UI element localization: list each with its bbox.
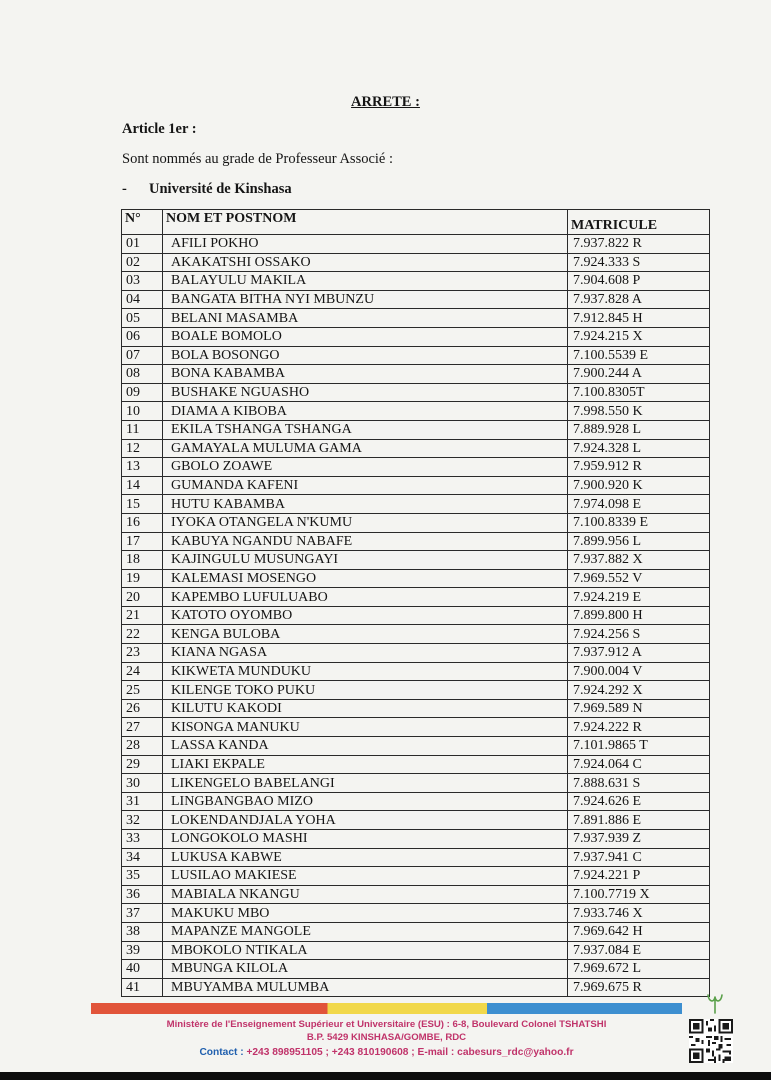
table-row xyxy=(122,867,710,886)
table-row xyxy=(122,346,710,365)
row-name: BOLA BOSONGO xyxy=(163,346,568,365)
table-row xyxy=(122,272,710,291)
row-matricule: 7.974.098 E xyxy=(568,495,710,514)
row-number: 37 xyxy=(122,904,163,923)
row-name: HUTU KABAMBA xyxy=(163,495,568,514)
signature-mark xyxy=(706,992,724,1014)
row-matricule: 7.900.244 A xyxy=(568,365,710,384)
contact-label: Contact : xyxy=(199,1047,244,1058)
qr-code-icon xyxy=(689,1019,733,1063)
table-row xyxy=(122,402,710,421)
row-matricule: 7.969.675 R xyxy=(568,978,710,997)
table-row xyxy=(122,811,710,830)
row-number: 30 xyxy=(122,774,163,793)
row-number: 32 xyxy=(122,811,163,830)
row-name: GUMANDA KAFENI xyxy=(163,476,568,495)
row-matricule: 7.924.221 P xyxy=(568,867,710,886)
table-row xyxy=(122,960,710,979)
row-matricule: 7.100.7719 X xyxy=(568,885,710,904)
row-matricule: 7.937.912 A xyxy=(568,644,710,663)
table-row xyxy=(122,420,710,439)
row-matricule: 7.912.845 H xyxy=(568,309,710,328)
row-name: KENGA BULOBA xyxy=(163,625,568,644)
table-row xyxy=(122,662,710,681)
row-name: LOKENDANDJALA YOHA xyxy=(163,811,568,830)
table-row xyxy=(122,681,710,700)
row-name: MAKUKU MBO xyxy=(163,904,568,923)
row-matricule: 7.969.672 L xyxy=(568,960,710,979)
row-number: 07 xyxy=(122,346,163,365)
header-name: NOM ET POSTNOM xyxy=(163,210,568,235)
row-name: MABIALA NKANGU xyxy=(163,885,568,904)
row-name: MBUNGA KILOLA xyxy=(163,960,568,979)
table-row xyxy=(122,327,710,346)
table-body xyxy=(122,235,710,997)
row-name: BOALE BOMOLO xyxy=(163,327,568,346)
row-matricule: 7.900.920 K xyxy=(568,476,710,495)
row-name: BONA KABAMBA xyxy=(163,365,568,384)
row-matricule: 7.100.8305T xyxy=(568,383,710,402)
row-number: 17 xyxy=(122,532,163,551)
table-row xyxy=(122,439,710,458)
row-matricule: 7.959.912 R xyxy=(568,458,710,477)
table-row xyxy=(122,737,710,756)
row-matricule: 7.924.328 L xyxy=(568,439,710,458)
row-number: 27 xyxy=(122,718,163,737)
row-number: 11 xyxy=(122,420,163,439)
row-matricule: 7.924.064 C xyxy=(568,755,710,774)
footer-postal-line: B.P. 5429 KINSHASA/GOMBE, RDC xyxy=(306,1032,467,1043)
footer-contact-line xyxy=(91,1047,682,1058)
row-number: 18 xyxy=(122,551,163,570)
row-name: LUKUSA KABWE xyxy=(163,848,568,867)
row-name: GBOLO ZOAWE xyxy=(163,458,568,477)
table-row xyxy=(122,309,710,328)
row-number: 25 xyxy=(122,681,163,700)
table-row xyxy=(122,476,710,495)
list-dash: - xyxy=(122,181,127,197)
table-row xyxy=(122,569,710,588)
table-row xyxy=(122,848,710,867)
table-row xyxy=(122,755,710,774)
document-title: ARRETE : xyxy=(351,94,420,110)
row-name: LINGBANGBAO MIZO xyxy=(163,792,568,811)
row-number: 20 xyxy=(122,588,163,607)
row-matricule: 7.998.550 K xyxy=(568,402,710,421)
row-matricule: 7.937.822 R xyxy=(568,235,710,254)
row-name: KABUYA NGANDU NABAFE xyxy=(163,532,568,551)
row-number: 28 xyxy=(122,737,163,756)
footer-color-bar xyxy=(91,1003,682,1014)
row-matricule: 7.924.626 E xyxy=(568,792,710,811)
row-number: 09 xyxy=(122,383,163,402)
row-name: KIANA NGASA xyxy=(163,644,568,663)
intro-text: Sont nommés au grade de Professeur Associé : xyxy=(122,151,394,167)
row-matricule: 7.924.219 E xyxy=(568,588,710,607)
appointees-table-wrapper xyxy=(121,209,709,997)
row-number: 21 xyxy=(122,606,163,625)
row-number: 33 xyxy=(122,830,163,849)
row-matricule: 7.924.256 S xyxy=(568,625,710,644)
row-matricule: 7.899.800 H xyxy=(568,606,710,625)
row-name: LUSILAO MAKIESE xyxy=(163,867,568,886)
table-row xyxy=(122,718,710,737)
table-header-row xyxy=(122,210,710,235)
table-row xyxy=(122,885,710,904)
row-matricule: 7.969.589 N xyxy=(568,699,710,718)
row-number: 01 xyxy=(122,235,163,254)
row-number: 03 xyxy=(122,272,163,291)
table-row xyxy=(122,365,710,384)
table-row xyxy=(122,235,710,254)
table-row xyxy=(122,551,710,570)
row-name: KATOTO OYOMBO xyxy=(163,606,568,625)
row-name: KAJINGULU MUSUNGAYI xyxy=(163,551,568,570)
row-name: KISONGA MANUKU xyxy=(163,718,568,737)
header-matricule: MATRICULE xyxy=(568,210,710,235)
row-name: BUSHAKE NGUASHO xyxy=(163,383,568,402)
row-name: BANGATA BITHA NYI MBUNZU xyxy=(163,290,568,309)
row-name: EKILA TSHANGA TSHANGA xyxy=(163,420,568,439)
table-row xyxy=(122,904,710,923)
row-number: 13 xyxy=(122,458,163,477)
table-row xyxy=(122,978,710,997)
table-row xyxy=(122,458,710,477)
row-matricule: 7.969.642 H xyxy=(568,922,710,941)
table-row xyxy=(122,922,710,941)
row-number: 35 xyxy=(122,867,163,886)
row-name: LONGOKOLO MASHI xyxy=(163,830,568,849)
row-name: MBUYAMBA MULUMBA xyxy=(163,978,568,997)
row-number: 23 xyxy=(122,644,163,663)
row-matricule: 7.889.928 L xyxy=(568,420,710,439)
row-number: 16 xyxy=(122,513,163,532)
row-number: 08 xyxy=(122,365,163,384)
row-number: 29 xyxy=(122,755,163,774)
row-matricule: 7.924.292 X xyxy=(568,681,710,700)
article-heading: Article 1er : xyxy=(122,121,197,137)
table-row xyxy=(122,830,710,849)
table-row xyxy=(122,290,710,309)
table-row xyxy=(122,606,710,625)
row-name: KAPEMBO LUFULUABO xyxy=(163,588,568,607)
table-row xyxy=(122,513,710,532)
table-row xyxy=(122,495,710,514)
table-row xyxy=(122,253,710,272)
table-row xyxy=(122,588,710,607)
header-number: N° xyxy=(122,210,163,235)
row-number: 12 xyxy=(122,439,163,458)
row-matricule: 7.937.828 A xyxy=(568,290,710,309)
university-name: Université de Kinshasa xyxy=(149,181,292,197)
row-matricule: 7.924.333 S xyxy=(568,253,710,272)
row-name: LIAKI EKPALE xyxy=(163,755,568,774)
row-number: 22 xyxy=(122,625,163,644)
row-number: 41 xyxy=(122,978,163,997)
row-number: 10 xyxy=(122,402,163,421)
row-name: KILUTU KAKODI xyxy=(163,699,568,718)
row-name: DIAMA A KIBOBA xyxy=(163,402,568,421)
row-number: 36 xyxy=(122,885,163,904)
scan-edge-band xyxy=(0,1072,771,1080)
table-row xyxy=(122,532,710,551)
row-number: 26 xyxy=(122,699,163,718)
footer-address-line: Ministère de l'Enseignement Supérieur et Universitaire (ESU) : 6-8, Boulevard Colonel TSHATSHI xyxy=(166,1019,607,1030)
row-matricule: 7.937.084 E xyxy=(568,941,710,960)
table-row xyxy=(122,792,710,811)
table-row xyxy=(122,699,710,718)
row-name: MBOKOLO NTIKALA xyxy=(163,941,568,960)
row-matricule: 7.899.956 L xyxy=(568,532,710,551)
row-name: KALEMASI MOSENGO xyxy=(163,569,568,588)
table-row xyxy=(122,774,710,793)
row-name: BALAYULU MAKILA xyxy=(163,272,568,291)
row-name: LIKENGELO BABELANGI xyxy=(163,774,568,793)
row-matricule: 7.933.746 X xyxy=(568,904,710,923)
row-matricule: 7.924.222 R xyxy=(568,718,710,737)
row-name: IYOKA OTANGELA N'KUMU xyxy=(163,513,568,532)
row-matricule: 7.924.215 X xyxy=(568,327,710,346)
row-name: KILENGE TOKO PUKU xyxy=(163,681,568,700)
row-matricule: 7.904.608 P xyxy=(568,272,710,291)
row-matricule: 7.891.886 E xyxy=(568,811,710,830)
row-number: 24 xyxy=(122,662,163,681)
row-name: LASSA KANDA xyxy=(163,737,568,756)
row-number: 34 xyxy=(122,848,163,867)
row-name: KIKWETA MUNDUKU xyxy=(163,662,568,681)
row-matricule: 7.101.9865 T xyxy=(568,737,710,756)
row-number: 31 xyxy=(122,792,163,811)
row-number: 19 xyxy=(122,569,163,588)
appointees-table xyxy=(121,209,710,997)
row-matricule: 7.937.941 C xyxy=(568,848,710,867)
row-number: 05 xyxy=(122,309,163,328)
row-number: 02 xyxy=(122,253,163,272)
row-name: GAMAYALA MULUMA GAMA xyxy=(163,439,568,458)
row-number: 04 xyxy=(122,290,163,309)
table-row xyxy=(122,383,710,402)
row-matricule: 7.969.552 V xyxy=(568,569,710,588)
row-matricule: 7.888.631 S xyxy=(568,774,710,793)
row-number: 14 xyxy=(122,476,163,495)
table-row xyxy=(122,644,710,663)
table-row xyxy=(122,625,710,644)
row-number: 06 xyxy=(122,327,163,346)
row-number: 15 xyxy=(122,495,163,514)
row-matricule: 7.937.882 X xyxy=(568,551,710,570)
row-name: BELANI MASAMBA xyxy=(163,309,568,328)
row-name: AFILI POKHO xyxy=(163,235,568,254)
row-number: 40 xyxy=(122,960,163,979)
row-name: AKAKATSHI OSSAKO xyxy=(163,253,568,272)
table-row xyxy=(122,941,710,960)
contact-text: +243 898951105 ; +243 810190608 ; E-mail : cabesurs_rdc@yahoo.fr xyxy=(243,1047,574,1058)
row-matricule: 7.100.8339 E xyxy=(568,513,710,532)
row-matricule: 7.100.5539 E xyxy=(568,346,710,365)
university-heading xyxy=(122,181,292,198)
row-matricule: 7.900.004 V xyxy=(568,662,710,681)
row-matricule: 7.937.939 Z xyxy=(568,830,710,849)
row-name: MAPANZE MANGOLE xyxy=(163,922,568,941)
row-number: 38 xyxy=(122,922,163,941)
row-number: 39 xyxy=(122,941,163,960)
